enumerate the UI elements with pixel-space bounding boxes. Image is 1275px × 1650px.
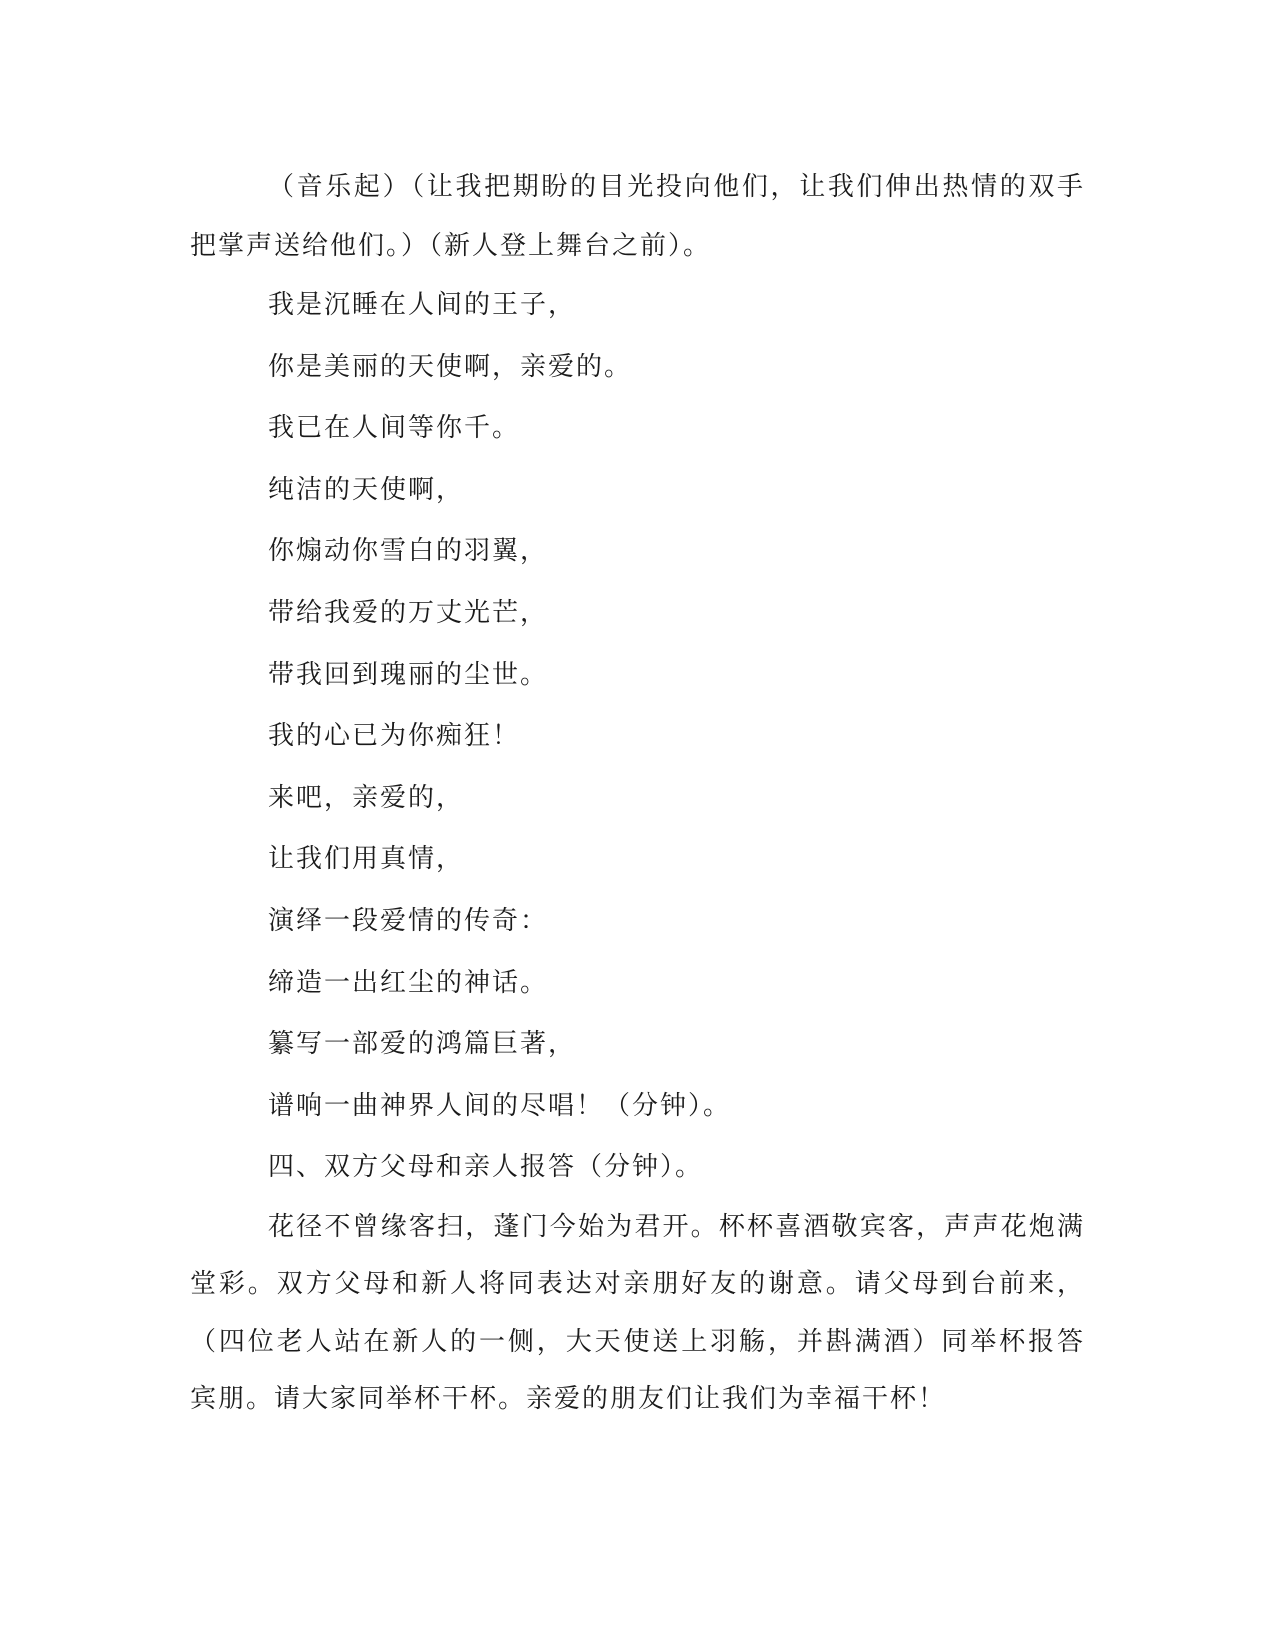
poem-line: 缔造一出红尘的神话。 bbox=[268, 967, 549, 998]
poem-block bbox=[190, 275, 1085, 1137]
section-heading: 四、双方父母和亲人报答（分钟）。 bbox=[268, 1152, 704, 1183]
poem-line: 谱响一曲神界人间的尽唱！（分钟）。 bbox=[268, 1090, 732, 1121]
poem-line: 让我们用真情， bbox=[268, 844, 465, 875]
intro-paragraph: （音乐起）（让我把期盼的目光投向他们，让我们伸出热情的双手把掌声送给他们。）（新人登上舞台之前）。 bbox=[190, 172, 1085, 261]
poem-line: 纂写一部爱的鸿篇巨著， bbox=[268, 1029, 577, 1060]
poem-line: 我的心已为你痴狂！ bbox=[268, 721, 521, 752]
poem-line: 带给我爱的万丈光芒， bbox=[268, 597, 549, 628]
poem-line: 我已在人间等你千。 bbox=[268, 413, 521, 444]
poem-line: 带我回到瑰丽的尘世。 bbox=[268, 659, 549, 690]
poem-line: 我是沉睡在人间的王子， bbox=[268, 290, 577, 320]
poem-line: 来吧，亲爱的， bbox=[268, 782, 465, 813]
document-page bbox=[190, 158, 1085, 1429]
poem-line: 你是美丽的天使啊，亲爱的。 bbox=[268, 351, 633, 382]
poem-line: 纯洁的天使啊， bbox=[268, 474, 465, 505]
closing-paragraph: 花径不曾缘客扫，蓬门今始为君开。杯杯喜酒敬宾客，声声花炮满堂彩。双方父母和新人将同表达对亲朋好友的谢意。请父母到台前来，（四位老人站在新人的一侧，大天使送上羽觞，并斟满酒）同举杯报答宾朋。请大家同举杯干杯。亲爱的朋友们让我们为幸福干杯！ bbox=[190, 1211, 1085, 1415]
poem-line: 你煽动你雪白的羽翼， bbox=[268, 536, 549, 567]
poem-line: 演绎一段爱情的传奇： bbox=[268, 905, 549, 936]
